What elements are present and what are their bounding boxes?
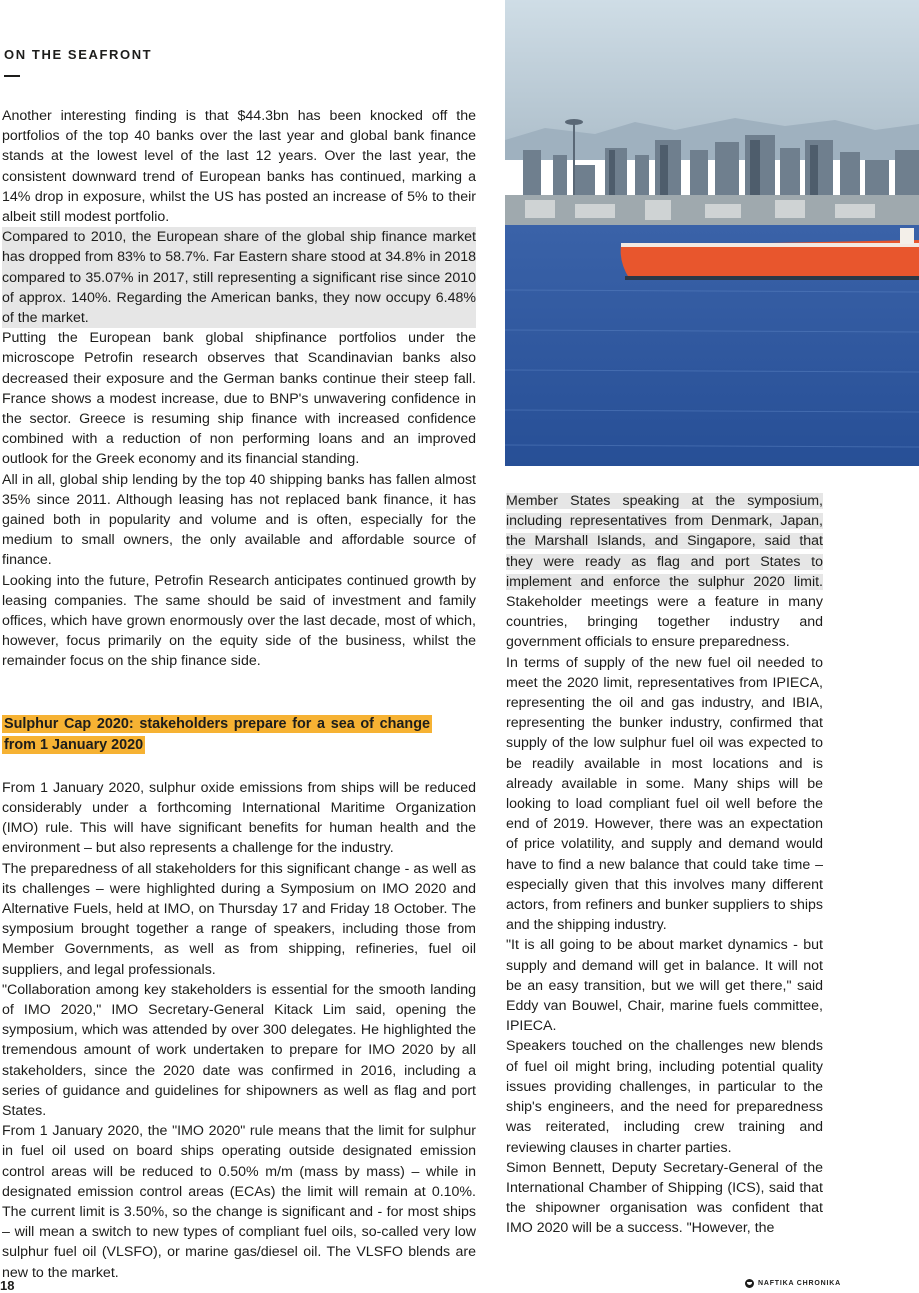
left-column (2, 106, 476, 1283)
paragraph: Another interesting finding is that $44.3bn has been knocked off the portfolios of the top 40 banks over the last year and global bank finance stands at the lowest level of the last 12 years. Over the last year, the consistent downward trend of European banks has continued, marking a 14% drop in exposure, whilst the US has posted an increase of 5% to their albeit still modest portfolio. (2, 108, 476, 226)
paragraph: Putting the European bank global shipfinance portfolios under the microscope Petrofin research observes that Scandinavian banks also decreased their exposure and the German banks continue their steep fall. France shows a modest increase, due to BNP's unwavering confidence in the sector. Greece is resuming ship finance with increased confidence combined with a reduction of non performing loans and an improved outlook for the Greek economy and its financial standing. (2, 330, 476, 468)
paragraph-text: Stakeholder meetings were a feature in many countries, bringing together industry and government officials to ensure preparedness. (506, 594, 823, 651)
highlighted-paragraph: Compared to 2010, the European share of the global ship finance market has dropped from 83% to 58.7%. Far Eastern share stood at 34.8% in 2018 compared to 35.07% in 2017, still representing a significant rise since 2010 of approx. 140%. Regarding the American banks, they now occupy 6.48% of the market. (2, 227, 476, 328)
footer-brand (745, 1279, 841, 1288)
paragraph: "It is all going to be about market dynamics - but supply and demand will get in balance. It will not be an easy transition, but we will get there," said Eddy van Bouwel, Chair, marine fuels committee, IPIECA. (506, 937, 823, 1035)
paragraph: The preparedness of all stakeholders for this significant change - as well as its challenges – were highlighted during a Symposium on IMO 2020 and Alternative Fuels, held at IMO, on Thursday 17 and Friday 18 October. The symposium brought together a range of speakers, including those from Member Governments, as well as from shipping, refineries, fuel oil suppliers, and legal professionals. (2, 860, 476, 978)
paragraph: Simon Bennett, Deputy Secretary-General of the International Chamber of Shipping (ICS), said that the shipowner organisation was confident that IMO 2020 will be a success. "However, the (506, 1159, 823, 1237)
paragraph: In terms of supply of the new fuel oil needed to meet the 2020 limit, representatives from IPIECA, representing the oil and gas industry, and IBIA, representing the bunker industry, confirmed that supply of the low sulphur fuel oil was expected to be readily available in most locations and is already available in some. Many ships will be looking to load compliant fuel oil well before the end of 2019. However, there was an expectation of price volatility, and supply and demand would have to find a new balance that could take time – especially given that this involves many different actors, from refiners and bunker suppliers to ships and the shipping industry. (506, 654, 823, 934)
paragraph: Looking into the future, Petrofin Research anticipates continued growth by leasing companies. The same should be said of investment and family offices, which have grown enormously over the last decade, most of which, however, focus primarily on the equity side of the business, whilst the remainder focus on the ship finance side. (2, 572, 476, 670)
highlighted-text: Member States speaking at the symposium, including representatives from Denmark, Japan, the Marshall Islands, and Singapore, said that they were ready as flag and port States to implement and enforce the sulphur 2020 limit. (506, 493, 823, 590)
paragraph (506, 491, 823, 653)
section-label: ON THE SEAFRONT (4, 47, 153, 62)
article-heading (2, 714, 432, 756)
page-number: 18 (0, 1278, 15, 1293)
paragraph: From 1 January 2020, sulphur oxide emissions from ships will be reduced considerably under a forthcoming International Maritime Organization (IMO) rule. This will have significant benefits for human health and the environment – but also represents a challenge for the industry. (2, 779, 476, 857)
right-column (506, 491, 823, 1239)
paragraph: Speakers touched on the challenges new blends of fuel oil might bring, including potential quality issues providing challenges, in particular to the ship's engineers, and the need for preparedness was reiterated, including crew training and reviewing clauses in charter parties. (506, 1038, 823, 1156)
heading-line-2: from 1 January 2020 (4, 736, 144, 753)
ship-logo-icon (745, 1279, 754, 1288)
section-rule (4, 75, 20, 77)
brand-name: NAFTIKA CHRONIKA (758, 1280, 841, 1287)
paragraph: "Collaboration among key stakeholders is essential for the smooth landing of IMO 2020," IMO Secretary-General Kitack Lim said, opening the symposium, which was attended by over 300 delegates. He highlighted the tremendous amount of work undertaken to prepare for IMO 2020 by all stakeholders, since the 2020 date was confirmed in 2016, including a series of guidance and guidelines for shipowners as well as flag and port States. (2, 981, 476, 1119)
article-photo (505, 0, 919, 466)
paragraph: All in all, global ship lending by the top 40 shipping banks has fallen almost 35% since 2011. Although leasing has not replaced bank finance, it has gained both in popularity and volume and is often, especially for the medium to small owners, the only available and affordable source of finance. (2, 471, 476, 569)
heading-line-1: Sulphur Cap 2020: stakeholders prepare for a sea of change (4, 715, 430, 732)
paragraph: From 1 January 2020, the "IMO 2020" rule means that the limit for sulphur in fuel oil used on board ships operating outside designated emission control areas will be reduced to 0.50% m/m (mass by mass) – while in designated emission control areas (ECAs) the limit will remain at 0.10%. The current limit is 3.50%, so the change is significant and - for most ships – will mean a switch to new types of compliant fuel oils, so-called very low sulphur fuel oil (VLSFO), or marine gas/diesel oil. The VLSFO blends are new to the market. (2, 1123, 476, 1281)
